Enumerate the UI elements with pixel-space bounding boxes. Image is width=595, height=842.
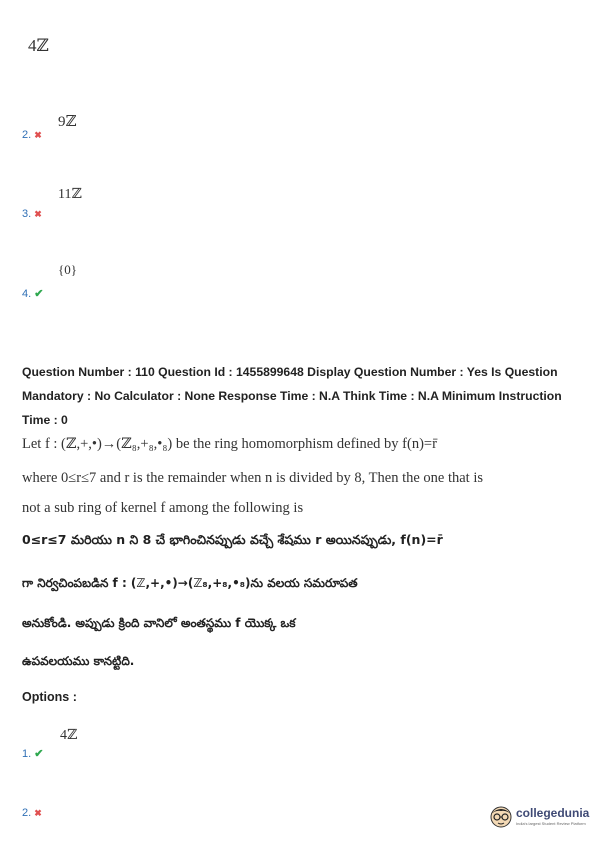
cross-icon: ✖ [34, 808, 42, 818]
option-number: 2. [22, 807, 32, 819]
mascot-icon [488, 804, 514, 830]
option-number: 1. [22, 748, 32, 760]
prev-option-2 [22, 125, 42, 143]
question-en-line-2: where 0≤r≤7 and r is the remainder when n is divided by 8, Then the one that is [22, 470, 484, 486]
option-number: 4. [22, 288, 32, 300]
option-1 [22, 744, 43, 762]
option-2 [22, 803, 42, 821]
logo-name: collegedunia [516, 806, 590, 820]
prev-option-4 [22, 284, 43, 302]
question-te-line-2: గా నిర్వచింపబడిన f : (ℤ,+,•)→(ℤ₈,+₈,•₈)ను వలయ సమరూపత [22, 576, 358, 590]
question-en-line-1: Let f : (ℤ,+,•)→(ℤ₈,+₈,•₈) be the ring homomorphism defined by f(n)=r̄ [22, 436, 437, 452]
question-te-line-3: అనుకోండి. అప్పుడు క్రింది వానిలో అంతస్థము f యొక్క ఒక [22, 616, 296, 630]
check-icon: ✔ [34, 288, 44, 300]
options-heading: Options : [22, 690, 77, 704]
cross-icon: ✖ [34, 130, 42, 140]
collegedunia-logo [488, 804, 588, 832]
option-1-value: 4ℤ [60, 728, 78, 743]
prev-option-3-value: 11ℤ [58, 187, 82, 202]
question-meta: Question Number : 110 Question Id : 1455899648 Display Question Number : Yes Is Question Mandatory : No Calculator : None Response Time : N.A Think Time : N.A Minimum Instruction Time : 0 [22, 365, 562, 427]
question-te-line-1: 0≤r≤7 మరియు n ని 8 చే భాగించినప్పుడు వచ్చే శేషము r అయినప్పుడు, f(n)=r̄ [22, 532, 443, 547]
prev-option-4-value: {0} [58, 262, 77, 277]
option-number: 2. [22, 129, 32, 141]
prev-option-2-value: 9ℤ [58, 114, 77, 130]
question-en-line-3: not a sub ring of kernel f among the following is [22, 500, 304, 516]
option-number: 3. [22, 208, 32, 220]
cross-icon: ✖ [34, 209, 42, 219]
check-icon: ✔ [34, 748, 44, 760]
question-te-line-4: ఉపవలయము కానట్టిది. [22, 654, 135, 668]
prev-option-1-value: 4ℤ [28, 36, 49, 55]
logo-tagline: India's largest Student Review Platform [516, 821, 586, 826]
prev-option-3 [22, 204, 42, 222]
